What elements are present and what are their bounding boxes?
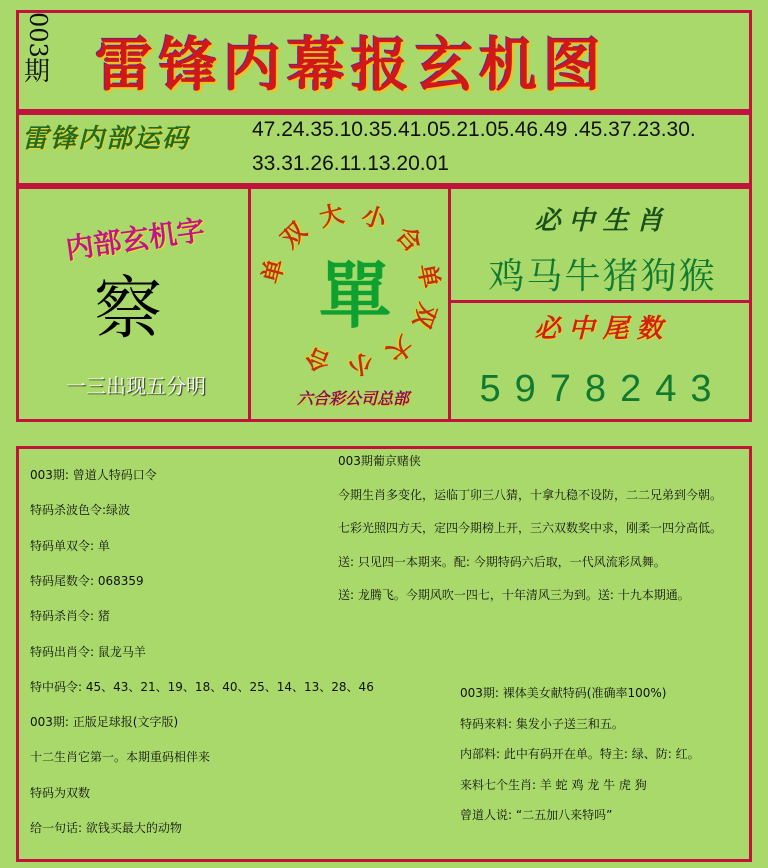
right-top-text-line: 送: 龙腾飞。今期风吹一四七，十年清风三为到。送: 十九本期通。 [338, 588, 690, 602]
right-bottom-text-line: 特码来料: 集发小子送三和五。 [460, 716, 624, 731]
left-text-line: 十二生肖它第一。本期重码相伴来 [30, 750, 211, 765]
page-title: 雷锋内幕报玄机图 [95, 31, 608, 99]
ring-char: 大 [381, 330, 418, 367]
left-text-line: 特码杀波色令:绿波 [30, 503, 131, 518]
left-text-line: 特中码令: 45、43、21、19、18、40、25、14、13、28、46 [30, 679, 374, 694]
ring-char: 大 [316, 199, 347, 233]
tail-value: 5978243 [479, 368, 726, 410]
left-text-line: 特码为双数 [30, 785, 91, 800]
divider-right [448, 186, 451, 422]
ring-char: 双 [275, 217, 313, 255]
left-text-line: 特码出肖令: 鼠龙马羊 [30, 644, 146, 659]
left-text-line: 特码单双令: 单 [30, 538, 110, 553]
left-text-line: 特码杀肖令: 猪 [30, 609, 110, 624]
center-main-char: 單 [318, 253, 391, 338]
ring-char: 单 [256, 255, 290, 286]
ring-char: 双 [407, 299, 442, 332]
ring-char: 小 [358, 200, 390, 235]
right-top-text-line: 送: 只见四一本期来。配: 今期特码六后取，一代风流彩凤舞。 [338, 554, 666, 569]
inner-char: 察 [93, 270, 162, 349]
inner-char-title: 内部玄机字 [63, 213, 207, 266]
left-text-line: 003期: 曾道人特码口令 [30, 468, 157, 482]
right-bottom-text-line: 来料七个生肖: 羊 蛇 鸡 龙 牛 虎 狗 [460, 777, 647, 792]
ring-char: 合 [301, 341, 335, 377]
divider-mid [448, 300, 752, 303]
left-text-line: 003期: 正版足球报(文字版) [30, 715, 179, 730]
zodiac-title: 必中生肖 [534, 206, 671, 236]
left-text-line: 特码尾数令: 068359 [30, 573, 144, 588]
right-bottom-text-line: 内部料: 此中有码开在单。特主: 绿、防: 红。 [460, 747, 700, 761]
company-label: 六合彩公司总部 [296, 389, 409, 408]
right-top-text-line: 七彩光照四方天，定四今期榜上开，三六双数奖中求，刚柔一四分高低。 [338, 521, 723, 535]
right-top-text-line: 今期生肖多变化，运临丁卯三八猜，十拿九稳不设防，二二兄弟到今朝。 [338, 487, 723, 502]
issue-label: 期 [24, 56, 51, 87]
inner-char-hint: 一三出现五分明 [66, 374, 206, 398]
left-text-line: 给一句话: 欲钱买最大的动物 [30, 821, 182, 835]
ring-char: 合 [391, 221, 428, 258]
issue-number: 003 [24, 12, 52, 58]
issue-marker [24, 12, 64, 86]
code-numbers-line1: 47.24.35.10.35.41.05.21.05.46.49 .45.37.23.30. [252, 118, 696, 141]
right-bottom-text-line: 曾道人说: “二五加八来特吗” [460, 808, 613, 822]
right-top-text-line: 003期葡京赌侠 [338, 454, 421, 468]
tail-title: 必中尾数 [534, 314, 671, 344]
right-bottom-text-line: 003期: 裸体美女献特码(准确率100%) [460, 686, 667, 700]
ring-char: 单 [412, 261, 445, 290]
code-label: 雷锋内部运码 [22, 124, 191, 154]
ring-char: 小 [346, 348, 375, 380]
code-numbers-line2: 33.31.26.11.13.20.01 [252, 152, 449, 175]
zodiac-value: 鸡马牛猪狗猴 [488, 256, 717, 297]
